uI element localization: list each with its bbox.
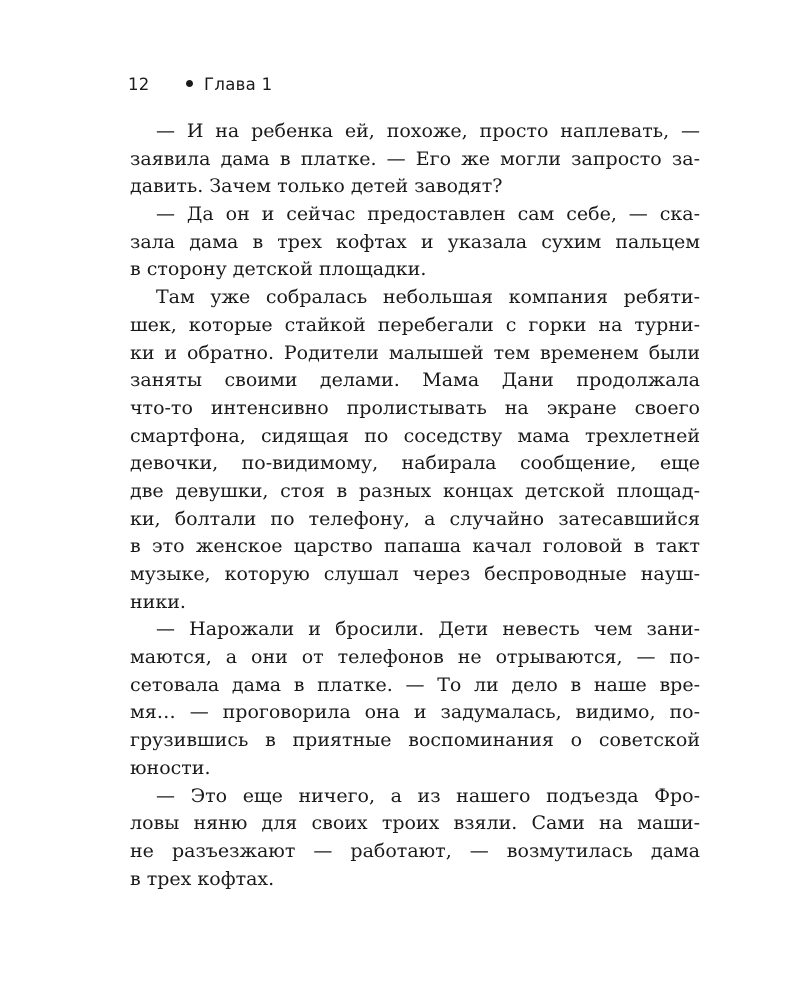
text-line: заявила дама в платке. — Его же могли запросто за- (130, 147, 700, 170)
text-line: — И на ребенка ей, похоже, просто наплевать, — (156, 120, 700, 142)
text-line: девочки, по-видимому, набирала сообщение, еще (130, 452, 700, 475)
text-line: ловы няню для своих троих взяли. Сами на маши- (130, 812, 700, 835)
text-line: юности. (130, 756, 211, 779)
text-line: в это женское царство папаша качал головой в такт (130, 535, 700, 558)
text-line: грузившись в приятные воспоминания о советской (130, 729, 700, 752)
text-line: ки, болтали по телефону, а случайно затесавшийся (130, 507, 700, 530)
text-line: что-то интенсивно пролистывать на экране своего (130, 396, 700, 419)
text-line: давить. Зачем только детей заводят? (130, 175, 503, 198)
text-line: сетовала дама в платке. — То ли дело в наше вре- (130, 673, 700, 696)
text-line: в трех кофтах. (130, 867, 275, 890)
text-line: — Да он и сейчас предоставлен сам себе, — ска- (156, 203, 700, 226)
text-line: зала дама в трех кофтах и указала сухим пальцем (130, 230, 700, 253)
text-line: маются, а они от телефонов не отрываются, — по- (130, 646, 700, 669)
text-line: музыке, которую слушал через беспроводные науш- (130, 563, 700, 585)
text-line: — Нарожали и бросили. Дети невесть чем зани- (156, 618, 700, 641)
text-line: не разъезжают — работают, — возмутилась дама (130, 839, 700, 862)
text-line: ки и обратно. Родители малышей тем временем были (130, 341, 700, 364)
text-line: в сторону детской площадки. (130, 258, 427, 281)
text-line: Там уже собралась небольшая компания ребяти- (156, 286, 700, 309)
bullet-icon (186, 80, 193, 87)
text-line: заняты своими делами. Мама Дани продолжала (130, 369, 700, 392)
text-line: шек, которые стайкой перебегали с горки на турни- (130, 313, 700, 336)
running-header (128, 72, 272, 96)
chapter-title: Глава 1 (204, 74, 273, 94)
text-line: — Это еще ничего, а из нашего подъезда Фро- (156, 784, 700, 807)
page-body (130, 118, 700, 893)
text-line: мя… — проговорила она и задумалась, видимо, по- (130, 701, 700, 724)
text-line: две девушки, стоя в разных концах детской площад- (130, 479, 700, 502)
text-line: ники. (130, 590, 186, 613)
text-line: смартфона, сидящая по соседству мама трехлетней (130, 424, 700, 447)
page-number: 12 (128, 74, 150, 94)
